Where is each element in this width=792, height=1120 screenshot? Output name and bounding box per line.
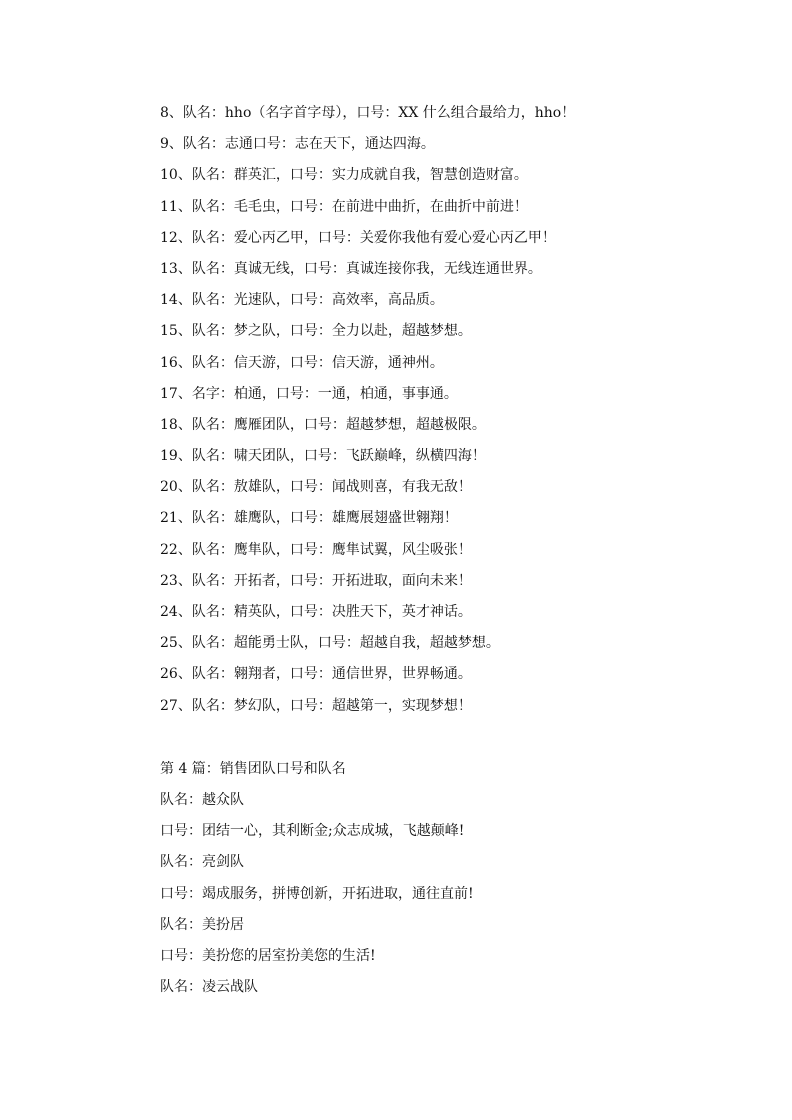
list-item: 14、队名：光速队，口号：高效率，高品质。 xyxy=(160,292,444,309)
section-line: 队名：凌云战队 xyxy=(160,979,258,996)
list-item: 9、队名：志通口号：志在天下，通达四海。 xyxy=(160,136,435,153)
list-item: 18、队名：鹰雁团队，口号：超越梦想，超越极限。 xyxy=(160,416,486,433)
section-line: 口号：竭成服务，拼博创新，开拓进取，通往直前! xyxy=(160,885,474,902)
list-item: 22、队名：鹰隼队，口号：鹰隼试翼，风尘吸张！ xyxy=(160,541,472,558)
list-item: 15、队名：梦之队，口号：全力以赴，超越梦想。 xyxy=(160,323,472,340)
list-item: 20、队名：敖雄队，口号：闻战则喜，有我无敌！ xyxy=(160,479,472,496)
document-page xyxy=(160,98,760,1003)
list-item: 26、队名：翱翔者，口号：通信世界，世界畅通。 xyxy=(160,666,472,683)
list-item: 17、名字：柏通，口号：一通，柏通，事事通。 xyxy=(160,385,458,402)
section-spacer xyxy=(160,722,760,754)
list-item: 13、队名：真诚无线，口号：真诚连接你我，无线连通世界。 xyxy=(160,260,542,277)
section-line: 口号：美扮您的居室扮美您的生活! xyxy=(160,947,376,964)
list-item: 16、队名：信天游，口号：信天游，通神州。 xyxy=(160,354,444,371)
list-item: 21、队名：雄鹰队，口号：雄鹰展翅盛世翱翔！ xyxy=(160,510,458,527)
list-item: 12、队名：爱心丙乙甲，口号：关爱你我他有爱心爱心丙乙甲！ xyxy=(160,229,556,246)
section xyxy=(160,754,760,1004)
section-line: 队名：亮剑队 xyxy=(160,854,244,871)
section-line: 队名：越众队 xyxy=(160,791,244,808)
list-item: 8、队名：hho（名字首字母），口号：XX 什么组合最给力，hho！ xyxy=(160,105,576,121)
section-line: 口号：团结一心，其利断金;众志成城，飞越颠峰! xyxy=(160,823,465,840)
numbered-list xyxy=(160,98,760,722)
list-item: 24、队名：精英队，口号：决胜天下，英才神话。 xyxy=(160,604,472,620)
list-item: 11、队名：毛毛虫，口号：在前进中曲折，在曲折中前进！ xyxy=(160,198,528,215)
list-item: 10、队名：群英汇，口号：实力成就自我，智慧创造财富。 xyxy=(160,167,528,184)
list-item: 23、队名：开拓者，口号：开拓进取，面向未来！ xyxy=(160,572,472,589)
list-item: 19、队名：啸天团队，口号：飞跃巅峰，纵横四海！ xyxy=(160,448,486,465)
section-line: 队名：美扮居 xyxy=(160,916,244,933)
list-item: 27、队名：梦幻队，口号：超越第一，实现梦想！ xyxy=(160,697,472,714)
list-item: 25、队名：超能勇士队，口号：超越自我，超越梦想。 xyxy=(160,635,500,652)
section-heading: 第 4 篇：销售团队口号和队名 xyxy=(160,760,346,777)
